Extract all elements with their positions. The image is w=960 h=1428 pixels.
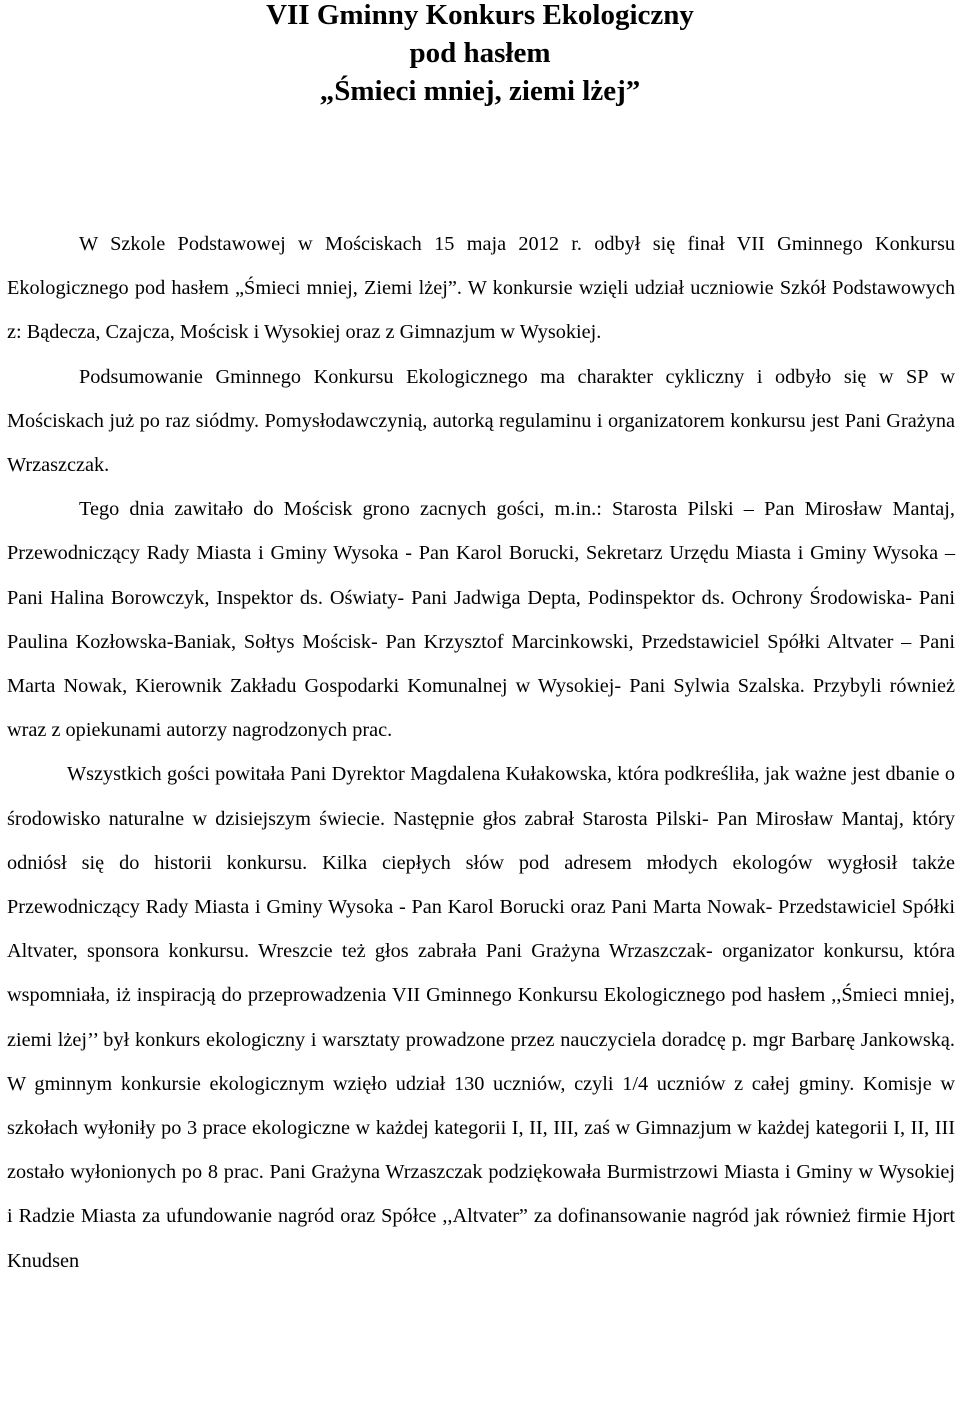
paragraph-4: Wszystkich gości powitała Pani Dyrektor Magdalena Kułakowska, która podkreśliła, jak ważne jest dbanie o środowisko naturalne w dzisiejszym świecie. Następnie głos zabrał Starosta Pilski- Pan Mirosław Mantaj, który odniósł się do historii konkursu. Kilka ciepłych słów pod adresem młodych ekologów wygłosił także Przewodniczący Rady Miasta i Gminy Wysoka - Pan Karol Borucki oraz Pani Marta Nowak- Przedstawiciel Spółki Altvater, sponsora konkursu. Wreszcie też głos zabrała Pani Grażyna Wrzaszczak- organizator konkursu, która wspomniała, iż inspiracją do przeprowadzenia VII Gminnego Konkursu Ekologicznego pod hasłem ,,Śmieci mniej, ziemi lżej’’ był konkurs ekologiczny i warsztaty prowadzone przez nauczyciela doradcę p. mgr Barbarę Jankowską. W gminnym konkursie ekologicznym wzięło udział 130 uczniów, czyli 1/4 uczniów z całej gminy. Komisje w szkołach wyłoniły po 3 prace ekologiczne w każdej kategorii I, II, III, zaś w Gimnazjum w każdej kategorii I, II, III zostało wyłonionych po 8 prac. Pani Grażyna Wrzaszczak podziękowała Burmistrzowi Miasta i Gminy w Wysokiej i Radzie Miasta za ufundowanie nagród oraz Spółce ,,Altvater” za dofinansowanie nagród jak również firmie Hjort Knudsen	[7, 763, 955, 1272]
document-title	[0, 0, 960, 110]
paragraph-2: Podsumowanie Gminnego Konkursu Ekologicznego ma charakter cykliczny i odbyło się w SP w Mościskach już po raz siódmy. Pomysłodawczynią, autorką regulaminu i organizatorem konkursu jest Pani Grażyna Wrzaszczak.	[7, 365, 955, 477]
document-body	[7, 222, 955, 1283]
title-line-2: pod hasłem	[409, 37, 551, 69]
title-line-3: „Śmieci mniej, ziemi lżej”	[319, 75, 641, 107]
title-line-1: VII Gminny Konkurs Ekologiczny	[266, 0, 694, 31]
paragraph-1: W Szkole Podstawowej w Mościskach 15 maja 2012 r. odbył się finał VII Gminnego Konkursu Ekologicznego pod hasłem „Śmieci mniej, Ziemi lżej”. W konkursie wzięli udział uczniowie Szkół Podstawowych z: Bądecza, Czajcza, Mościsk i Wysokiej oraz z Gimnazjum w Wysokiej.	[7, 233, 955, 344]
paragraph-3: Tego dnia zawitało do Mościsk grono zacnych gości, m.in.: Starosta Pilski – Pan Mirosław Mantaj, Przewodniczący Rady Miasta i Gminy Wysoka - Pan Karol Borucki, Sekretarz Urzędu Miasta i Gminy Wysoka – Pani Halina Borowczyk, Inspektor ds. Oświaty- Pani Jadwiga Depta, Podinspektor ds. Ochrony Środowiska- Pani Paulina Kozłowska-Baniak, Sołtys Mościsk- Pan Krzysztof Marcinkowski, Przedstawiciel Spółki Altvater – Pani Marta Nowak, Kierownik Zakładu Gospodarki Komunalnej w Wysokiej- Pani Sylwia Szalska. Przybyli również wraz z opiekunami autorzy nagrodzonych prac.	[7, 498, 955, 742]
